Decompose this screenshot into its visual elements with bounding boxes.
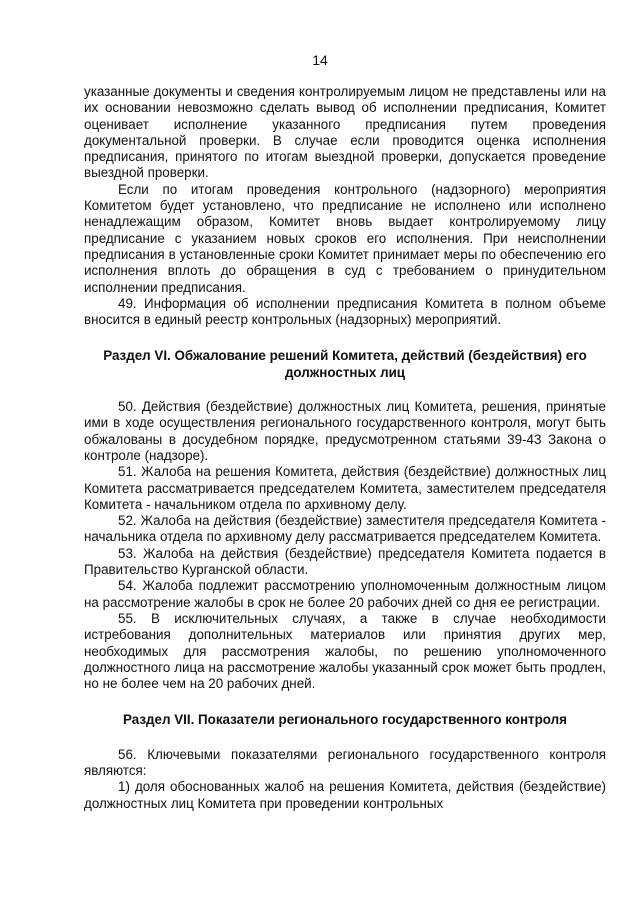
paragraph-51: 51. Жалоба на решения Комитета, действия (бездействие) должностных лиц Комитета рассматривается председателем Комитета, заместителем председателя Комитета - начальником отдела по архивному делу. — [84, 464, 606, 512]
paragraph: указанные документы и сведения контролируемым лицом не представлены или на их основании невозможно сделать вывод об исполнении предписания, Комитет оценивает исполнение указанного предписания путем проведения документальной проверки. В случае если проводится оценка исполнения предписания, принятого по итогам выездной проверки, допускается проведение выездной проверки. — [84, 84, 606, 181]
list-item-1: 1) доля обоснованных жалоб на решения Комитета, действия (бездействие) должностных лиц Комитета при проведении контрольных — [84, 779, 606, 811]
paragraph-54: 54. Жалоба подлежит рассмотрению уполномоченным должностным лицом на рассмотрение жалобы в срок не более 20 рабочих дней со дня ее регистрации. — [84, 578, 606, 610]
page-number: 14 — [312, 52, 328, 68]
paragraph: Если по итогам проведения контрольного (надзорного) мероприятия Комитетом будет установлено, что предписание не исполнено или исполнено ненадлежащим образом, Комитет вновь выдает контролируемому лицу предписание с указанием новых сроков его исполнения. При неисполнении предписания в установленные сроки Комитет принимает меры по обеспечению его исполнения вплоть до обращения в суд с требованием о принудительном исполнении предписания. — [84, 181, 606, 295]
section-7-heading: Раздел VII. Показатели регионального государственного контроля — [123, 712, 567, 728]
document-body — [84, 84, 606, 812]
paragraph-50: 50. Действия (бездействие) должностных лиц Комитета, решения, принятые ими в ходе осуществления регионального государственного контроля, могут быть обжалованы в досудебном порядке, предусмотренном статьями 39-43 Закона о контроле (надзоре). — [84, 399, 606, 463]
paragraph-53: 53. Жалоба на действия (бездействие) председателя Комитета подается в Правительство Курганской области. — [84, 545, 606, 578]
paragraph-49: 49. Информация об исполнении предписания Комитета в полном объеме вносится в единый реестр контрольных (надзорных) мероприятий. — [84, 295, 606, 328]
paragraph-55: 55. В исключительных случаях, а также в случае необходимости истребования дополнительных материалов или принятия других мер, необходимых для рассмотрения жалобы, по решению уполномоченного должностного лица на рассмотрение жалобы указанный срок может быть продлен, но не более чем на 20 рабочих дней. — [84, 610, 606, 692]
paragraph-52: 52. Жалоба на действия (бездействие) заместителя председателя Комитета - начальника отдела по архивному делу рассматривается председателем Комитета. — [84, 513, 606, 545]
section-6-heading: Раздел VI. Обжалование решений Комитета, действий (бездействия) его должностных лиц — [103, 348, 587, 380]
paragraph-56: 56. Ключевыми показателями регионального государственного контроля являются: — [84, 746, 606, 778]
